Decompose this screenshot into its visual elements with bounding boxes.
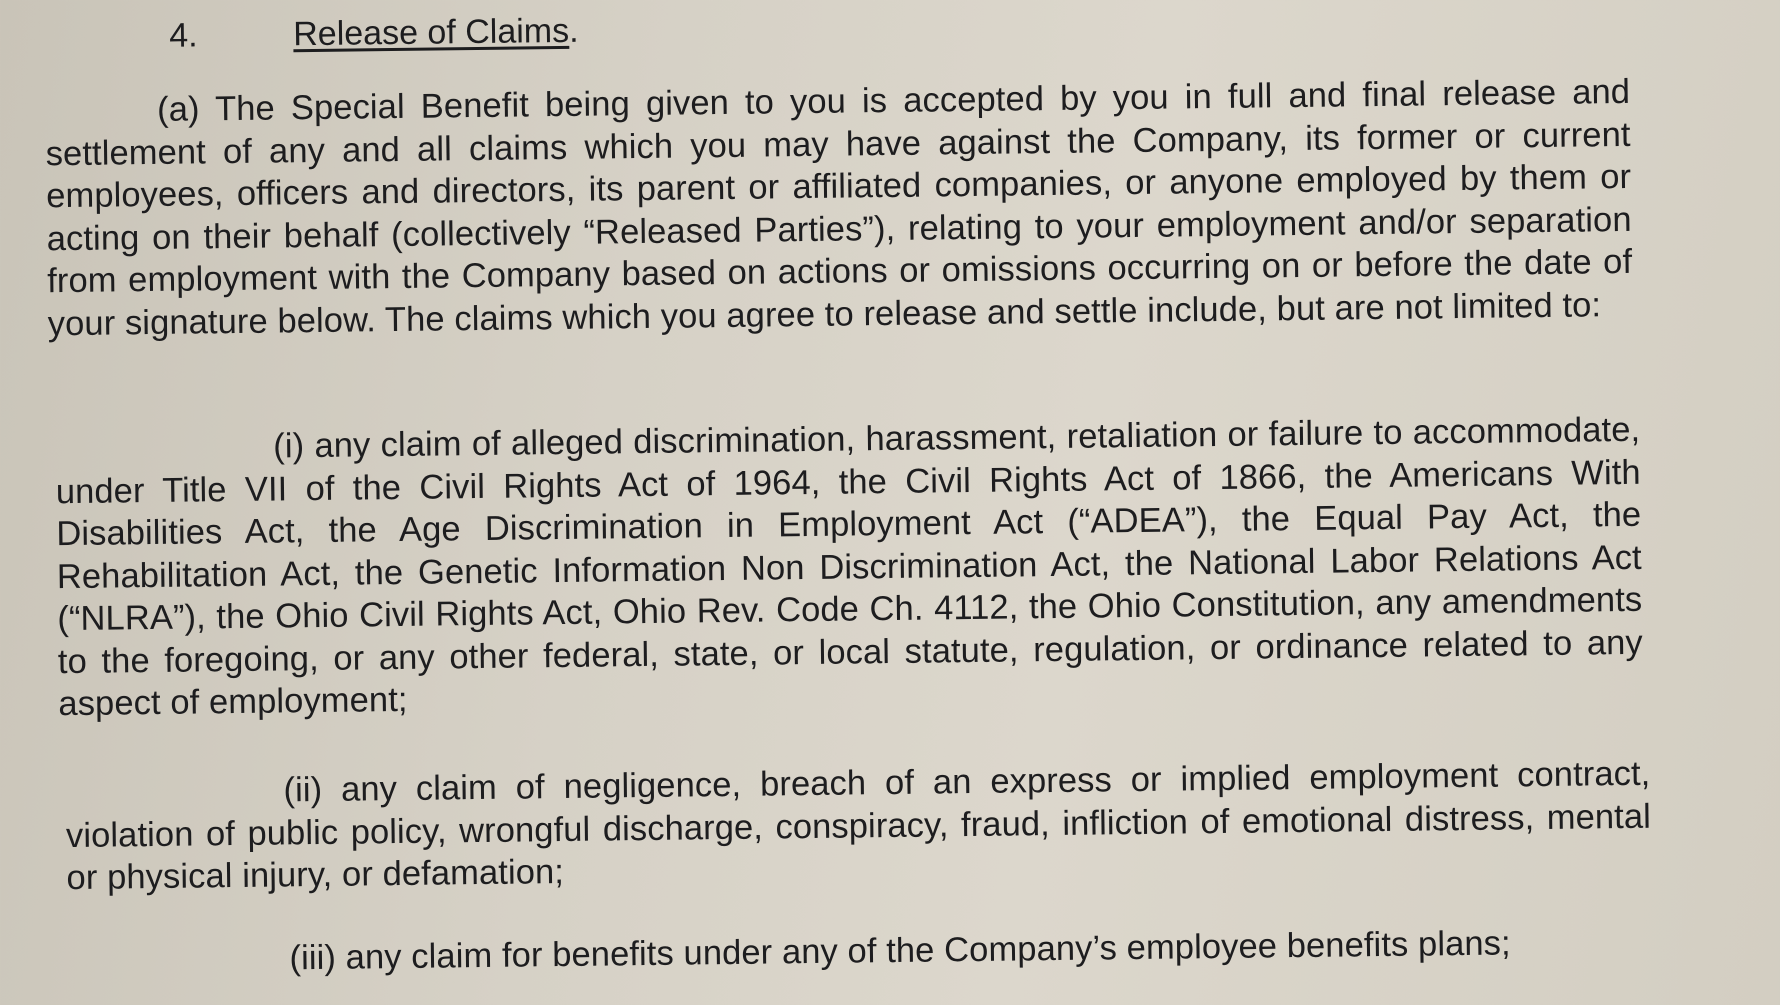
section-title-period: . xyxy=(568,11,579,50)
section-heading xyxy=(169,12,579,56)
subparagraph-ii-text: (ii) any claim of negligence, breach of an express or implied employment contract, violation of public policy, wrongful discharge, conspiracy, fraud, infliction of emotional distress, mental or physical injury, or defamation; xyxy=(65,754,1652,898)
paragraph-a-text: (a) The Special Benefit being given to you is accepted by you in full and final release and settlement of any and all claims which you may have against the Company, its former or current employees, officers and directors, its parent or affiliated companies, or anyone employed by them or acting on their behalf (collectively “Released Parties”), relating to your employment and/or separation from employment with the Company based on actions or omissions occurring on or before the date of your signature below. The claims which you agree to release and settle include, but are not limited to: xyxy=(45,72,1633,343)
subparagraph-iii-text: (iii) any claim for benefits under any of the Company’s employee benefits plans; xyxy=(289,924,1511,978)
section-title: Release of Claims xyxy=(293,11,570,54)
indent xyxy=(55,458,273,461)
subparagraph-i-text: (i) any claim of alleged discrimination, harassment, retaliation or failure to accommodate, under Title VII of the Civil Rights Act of 1964, the Civil Rights Act of 1866, the Americans With Disabilities Act, the Age Discrimination in Employment Act (“ADEA”), the Equal Pay Act, the Rehabilitation Act, the Genetic Information Non Discrimination Act, the National Labor Relations Act (“NLRA”), the Ohio Civil Rights Act, Ohio Rev. Code Ch. 4112, the Ohio Constitution, any amendments to the foregoing, or any other federal, state, or local statute, regulation, or ordinance related to any aspect of employment; xyxy=(55,410,1643,724)
indent xyxy=(72,969,290,972)
indent xyxy=(66,801,284,804)
section-number: 4. xyxy=(169,16,198,55)
subparagraph-i xyxy=(55,409,1644,726)
indent xyxy=(45,121,157,122)
paragraph-a xyxy=(45,71,1633,345)
subparagraph-ii xyxy=(65,753,1651,900)
subparagraph-iii xyxy=(71,921,1656,983)
